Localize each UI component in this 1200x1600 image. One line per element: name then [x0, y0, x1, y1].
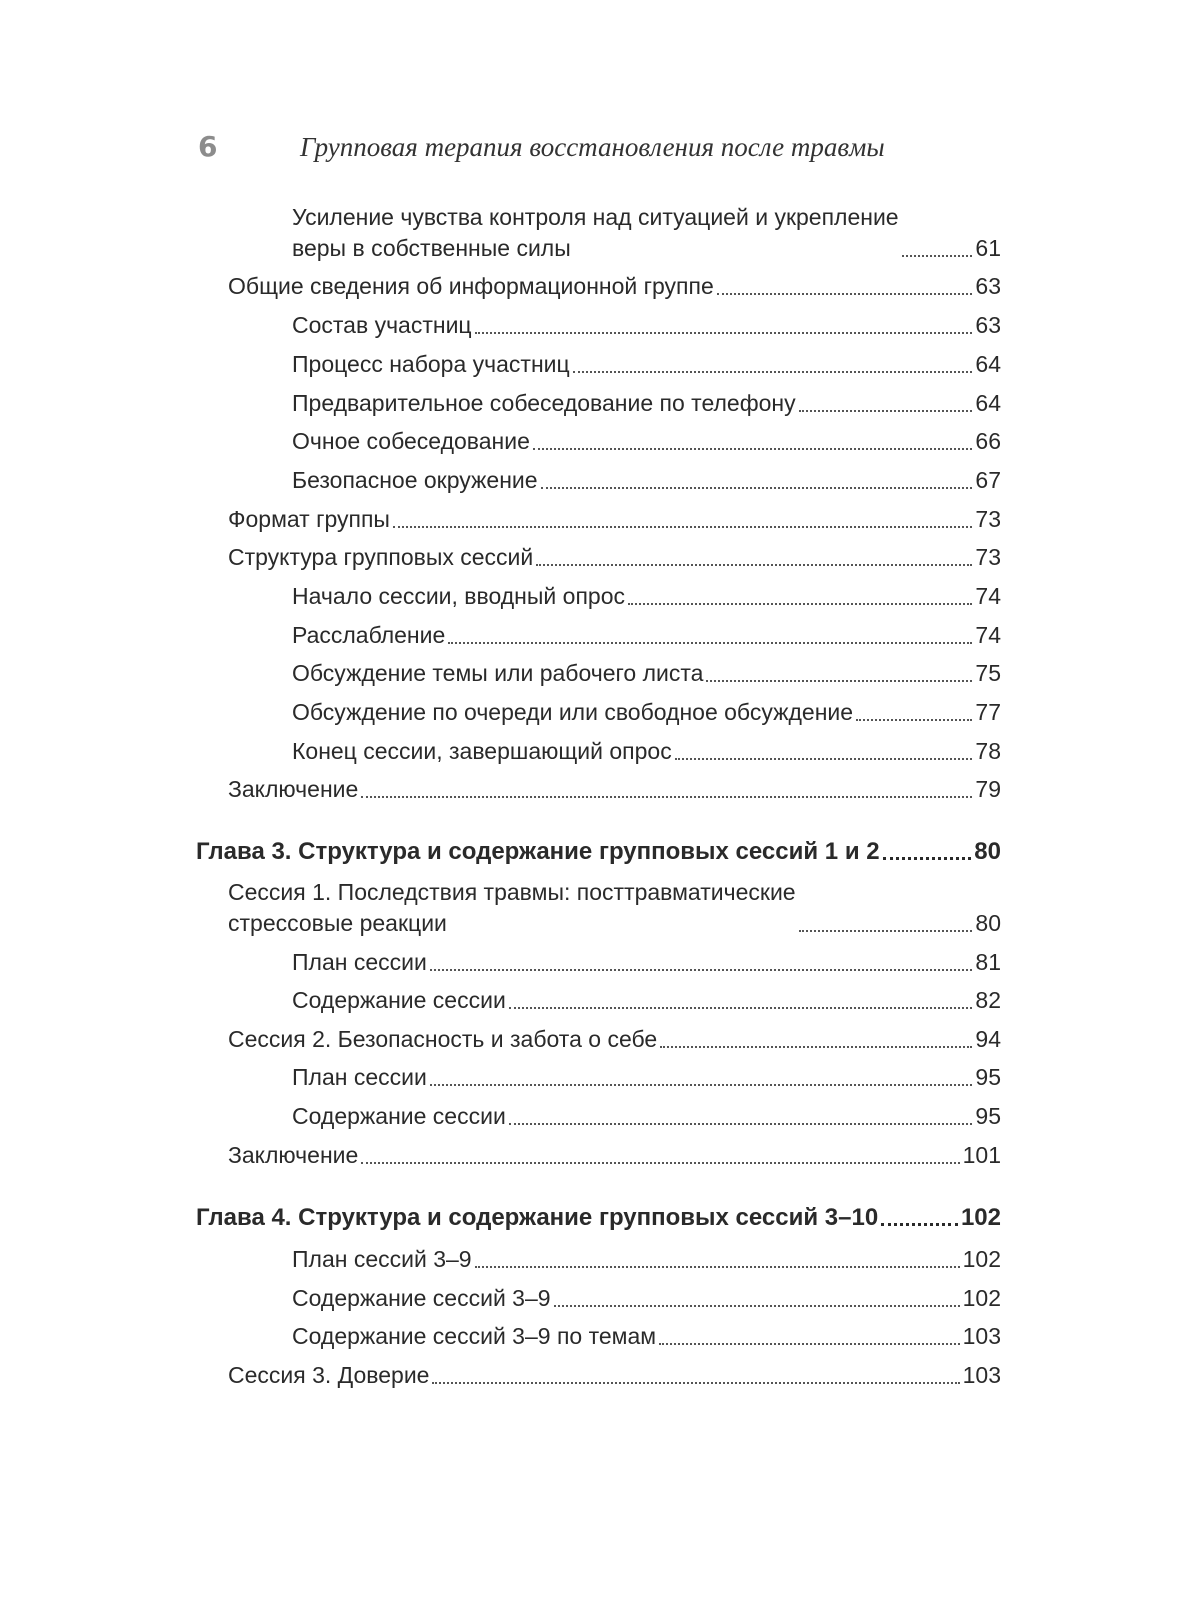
- toc-entry[interactable]: [292, 1321, 1001, 1352]
- dot-leader: [706, 680, 972, 682]
- toc-entry[interactable]: [228, 1360, 1001, 1391]
- dot-leader: [573, 371, 973, 373]
- toc-entry-page: 74: [975, 583, 1001, 609]
- toc-entry[interactable]: [228, 542, 1001, 573]
- dot-leader: [475, 332, 973, 334]
- toc-entry[interactable]: [292, 1101, 1001, 1132]
- dot-leader: [475, 1266, 960, 1268]
- toc-chapter-4[interactable]: [196, 1202, 1001, 1233]
- toc-entry-title: Структура групповых сессий: [228, 544, 534, 570]
- toc-entry-page: 66: [975, 428, 1001, 454]
- toc-entry-page: 81: [975, 949, 1001, 975]
- toc-entry-title: Предварительное собеседование по телефону: [292, 390, 796, 416]
- toc-entry[interactable]: [228, 1140, 1001, 1171]
- toc-entry-page: 61: [975, 235, 1001, 261]
- toc-entry-title: План сессии: [292, 949, 427, 975]
- toc-entry[interactable]: [292, 658, 1001, 689]
- toc-entry-page: 82: [975, 987, 1001, 1013]
- toc-entry-page: 63: [975, 273, 1001, 299]
- toc-entry-title: Содержание сессий 3–9: [292, 1285, 551, 1311]
- toc-entry-title: Формат группы: [228, 506, 390, 532]
- toc-entry[interactable]: [292, 388, 1001, 419]
- toc-entry-page: 95: [975, 1064, 1001, 1090]
- toc-entry-title: Глава 4. Структура и содержание групповых сессий 3–10: [196, 1204, 879, 1231]
- dot-leader: [660, 1046, 972, 1048]
- toc-entry-title: Сессия 1. Последствия травмы: посттравматические стрессовые реакции: [228, 879, 796, 936]
- toc-entry-title: Безопасное окружение: [292, 467, 538, 493]
- dot-leader: [799, 410, 973, 412]
- toc-entry-title: Заключение: [228, 1142, 359, 1168]
- toc-entry-title: Очное собеседование: [292, 428, 530, 454]
- dot-leader: [432, 1382, 959, 1384]
- dot-leader: [509, 1123, 973, 1125]
- toc-entry-title: Сессия 2. Безопасность и забота о себе: [228, 1026, 658, 1052]
- toc-entry-title: Процесс набора участниц: [292, 351, 570, 377]
- toc-entry-title: Обсуждение по очереди или свободное обсуждение: [292, 699, 854, 725]
- toc-entry[interactable]: [228, 504, 1001, 535]
- dot-leader: [628, 603, 972, 605]
- dot-leader: [448, 642, 972, 644]
- toc-entry[interactable]: [292, 1062, 1001, 1093]
- toc-entry-title: Общие сведения об информационной группе: [228, 273, 714, 299]
- toc-entry-page: 102: [962, 1246, 1001, 1272]
- toc-entry-title: Начало сессии, вводный опрос: [292, 583, 625, 609]
- toc-entry[interactable]: [228, 271, 1001, 302]
- toc-entry[interactable]: [292, 465, 1001, 496]
- toc-entry-page: 101: [962, 1142, 1001, 1168]
- dot-leader: [361, 1162, 959, 1164]
- toc-entry[interactable]: [292, 697, 1001, 728]
- toc-entry-title: Сессия 3. Доверие: [228, 1362, 430, 1388]
- toc-entry-page: 103: [962, 1362, 1001, 1388]
- toc-entry-page: 102: [962, 1285, 1001, 1311]
- toc-entry[interactable]: [292, 947, 1001, 978]
- running-title: Групповая терапия восстановления после травмы: [300, 132, 885, 162]
- toc-entry[interactable]: [292, 1283, 1001, 1314]
- toc-entry[interactable]: [292, 620, 1001, 651]
- toc-entry-page: 73: [975, 544, 1001, 570]
- toc-entry[interactable]: [228, 877, 1001, 939]
- toc-entry-page: 102: [960, 1204, 1001, 1231]
- toc-entry-page: 94: [975, 1026, 1001, 1052]
- toc-entry-page: 95: [975, 1103, 1001, 1129]
- dot-leader: [393, 526, 972, 528]
- dot-leader: [881, 1223, 958, 1226]
- toc-entry-title: Глава 3. Структура и содержание групповых сессий 1 и 2: [196, 838, 880, 865]
- toc-entry[interactable]: [292, 202, 1001, 264]
- toc-entry-page: 63: [975, 312, 1001, 338]
- toc-entry[interactable]: [228, 1024, 1001, 1055]
- toc-entry[interactable]: [292, 985, 1001, 1016]
- toc-entry-title: Содержание сессии: [292, 1103, 506, 1129]
- dot-leader: [883, 857, 972, 860]
- dot-leader: [799, 930, 973, 932]
- toc-entry-title: Состав участниц: [292, 312, 472, 338]
- dot-leader: [430, 1084, 973, 1086]
- dot-leader: [361, 796, 972, 798]
- dot-leader: [430, 969, 973, 971]
- dot-leader: [675, 758, 973, 760]
- toc-entry-page: 67: [975, 467, 1001, 493]
- toc-entry-title: План сессии: [292, 1064, 427, 1090]
- toc-entry[interactable]: [292, 426, 1001, 457]
- toc-entry-title: Содержание сессий 3–9 по темам: [292, 1323, 657, 1349]
- toc-entry-page: 74: [975, 622, 1001, 648]
- toc-entry-title: Обсуждение темы или рабочего листа: [292, 660, 704, 686]
- toc-entry-page: 103: [962, 1323, 1001, 1349]
- toc-entry-title: План сессий 3–9: [292, 1246, 472, 1272]
- toc-entry-page: 80: [974, 838, 1001, 865]
- toc-entry-page: 79: [975, 776, 1001, 802]
- dot-leader: [659, 1343, 960, 1345]
- toc-chapter-3[interactable]: [196, 836, 1001, 867]
- toc-entry-title: Конец сессии, завершающий опрос: [292, 738, 672, 764]
- toc-entry-page: 80: [975, 910, 1001, 936]
- toc-entry[interactable]: [292, 736, 1001, 767]
- toc-entry-page: 78: [975, 738, 1001, 764]
- page-number: 6: [198, 130, 218, 163]
- toc-entry[interactable]: [292, 310, 1001, 341]
- toc-entry-page: 64: [975, 351, 1001, 377]
- dot-leader: [554, 1305, 960, 1307]
- dot-leader: [902, 255, 973, 257]
- dot-leader: [856, 719, 972, 721]
- toc-entry-title: Заключение: [228, 776, 359, 802]
- toc-entry-title: Усиление чувства контроля над ситуацией и укрепление веры в собственные силы: [292, 204, 899, 261]
- toc-entry[interactable]: [228, 774, 1001, 805]
- dot-leader: [533, 448, 973, 450]
- dot-leader: [509, 1007, 973, 1009]
- toc-entry-page: 77: [975, 699, 1001, 725]
- toc-entry-page: 73: [975, 506, 1001, 532]
- dot-leader: [717, 293, 973, 295]
- dot-leader: [541, 487, 973, 489]
- toc-entry-title: Содержание сессии: [292, 987, 506, 1013]
- toc-entry[interactable]: [292, 349, 1001, 380]
- dot-leader: [536, 564, 972, 566]
- toc-entry-page: 75: [975, 660, 1001, 686]
- toc-entry-page: 64: [975, 390, 1001, 416]
- toc-entry[interactable]: [292, 1244, 1001, 1275]
- toc-entry[interactable]: [292, 581, 1001, 612]
- toc-entry-title: Расслабление: [292, 622, 446, 648]
